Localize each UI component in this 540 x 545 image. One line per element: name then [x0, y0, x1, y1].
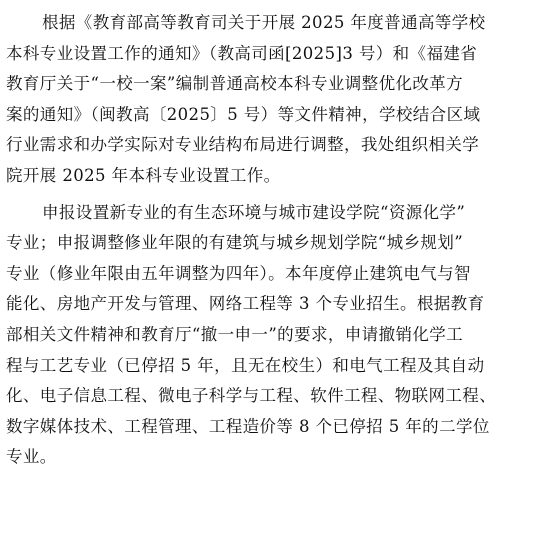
paragraph-line: 教育厅关于“一校一案”编制普通高校本科专业调整优化改革方: [6, 74, 464, 94]
paragraph-line: 行业需求和办学实际对专业结构布局进行调整，我处组织相关学: [6, 135, 480, 155]
paragraph-line: 数字媒体技术、工程管理、工程造价等 8 个已停招 5 年的二学位: [6, 416, 490, 436]
paragraph-line: 专业（修业年限由五年调整为四年）。本年度停止建筑电气与智: [6, 263, 471, 283]
paragraph-line: 专业。: [6, 447, 57, 467]
paragraph-line: 本科专业设置工作的通知》（教高司函[2025]3 号）和《福建省: [6, 43, 478, 63]
paragraph-line: 程与工艺专业（已停招 5 年，且无在校生）和电气工程及其自动: [6, 355, 485, 375]
paragraph-line: 案的通知》（闽教高〔2025〕5 号）等文件精神，学校结合区域: [6, 104, 481, 124]
paragraph-line: 专业；申报调整修业年限的有建筑与城乡规划学院“城乡规划”: [6, 233, 464, 253]
paragraph-line: 能化、房地产开发与管理、网络工程等 3 个专业招生。根据教育: [6, 294, 485, 314]
paragraph-line: 化、电子信息工程、微电子科学与工程、软件工程、物联网工程、: [6, 386, 497, 406]
paragraph-line: 部相关文件精神和教育厅“撤一申一”的要求，申请撤销化学工: [6, 324, 464, 344]
paragraph-2: [6, 198, 534, 473]
paragraph-line: 根据《教育部高等教育司关于开展 2025 年度普通高等学校: [42, 13, 486, 32]
paragraph-line: 院开展 2025 年本科专业设置工作。: [6, 165, 281, 185]
paragraph-line: 申报设置新专业的有生态环境与城市建设学院“资源化学”: [42, 202, 466, 222]
paragraph-1: [6, 8, 534, 192]
